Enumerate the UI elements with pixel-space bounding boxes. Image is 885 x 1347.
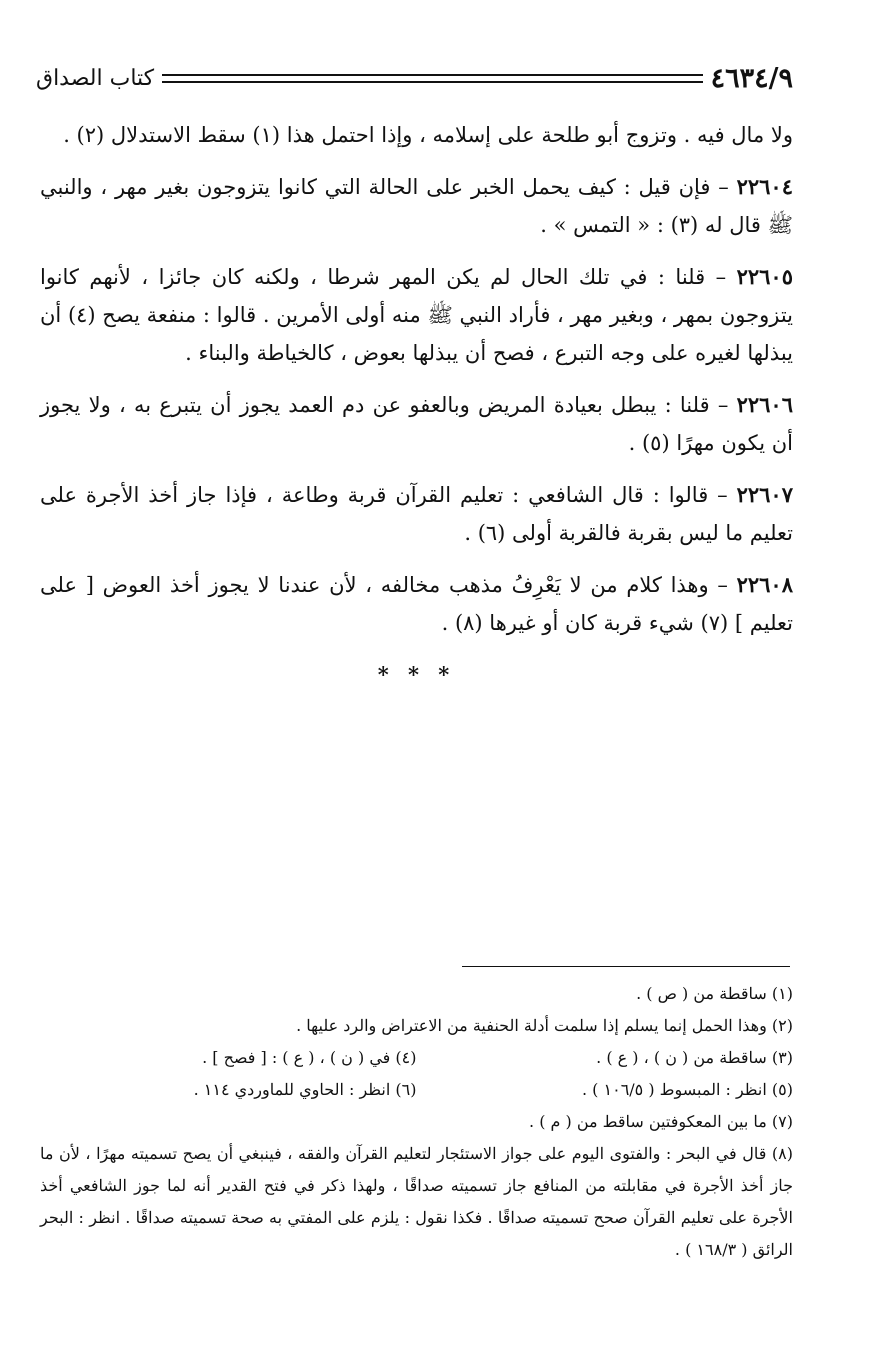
- footnote-2: (٢) وهذا الحمل إنما يسلم إذا سلمت أدلة الحنفية من الاعتراض والرد عليها .: [296, 1016, 793, 1035]
- main-text: [40, 116, 793, 694]
- footnote-8: (٨) قال في البحر : والفتوى اليوم على جواز الاستئجار لتعليم القرآن والفقه ، فينبغي أن يصح تسميته مهرًا ، لأن ما جاز أخذ الأجرة في مقابلته من المنافع جاز تسميته صداقًا ، ولهذا ذكر في فتح القدير أنه لما جوز الشافعي أخذ الأجرة على تعليم القرآن صحح تسميته صداقًا . فكذا نقول : يلزم على المفتي به صحة تسميته صداقًا . انظر : البحر الرائق ( ١٦٨/٣ ) .: [40, 1144, 793, 1259]
- paragraph-text: – وهذا كلام من لا يَعْرِفُ مذهب مخالفه ، لأن عندنا لا يجوز أخذ العوض [ على تعليم ] (٧) شيء قربة كان أو غيرها (٨) .: [40, 573, 793, 635]
- footnote-6: (٦) انظر : الحاوي للماوردي ١١٤ .: [193, 1080, 417, 1099]
- footnote-5: (٥) انظر : المبسوط ( ١٠٦/٥ ) .: [582, 1080, 793, 1099]
- footnote-4: (٤) في ( ن ) ، ( ع ) : [ فصح ] .: [202, 1048, 417, 1067]
- paragraph-22605: [40, 258, 793, 372]
- footnote-rule: [462, 966, 790, 967]
- paragraph-number: ٢٢٦٠٨: [736, 572, 793, 597]
- book-title: كتاب الصداق: [36, 65, 155, 91]
- footnotes: [40, 978, 793, 1266]
- paragraph-number: ٢٢٦٠٧: [736, 482, 793, 507]
- paragraph-text: – قالوا : قال الشافعي : تعليم القرآن قربة وطاعة ، فإذا جاز أخذ الأجرة على تعليم ما ليس بقربة فالقربة أولى (٦) .: [40, 483, 793, 545]
- paragraph-22607: [40, 476, 793, 552]
- footnote-7: (٧) ما بين المعكوفتين ساقط من ( م ) .: [529, 1112, 793, 1131]
- paragraph-number: ٢٢٦٠٥: [736, 264, 793, 289]
- paragraph-text: – فإن قيل : كيف يحمل الخبر على الحالة التي كانوا يتزوجون بغير مهر ، والنبي ﷺ قال له (٣) : « التمس » .: [40, 175, 793, 237]
- paragraph-number: ٢٢٦٠٤: [736, 174, 793, 199]
- section-separator: * * *: [377, 662, 456, 687]
- header-rule: [162, 74, 702, 83]
- paragraph-text: – قلنا : يبطل بعيادة المريض وبالعفو عن دم العمد يجوز أن يتبرع به ، ولا يجوز أن يكون مهرًا (٥) .: [40, 393, 793, 455]
- footnote-3: (٣) ساقطة من ( ن ) ، ( ع ) .: [596, 1048, 793, 1067]
- page-number: ٤٦٣٤/٩: [710, 62, 793, 94]
- paragraph-number: ٢٢٦٠٦: [736, 392, 793, 417]
- paragraph-22606: [40, 386, 793, 462]
- paragraph-text: ولا مال فيه . وتزوج أبو طلحة على إسلامه ، وإذا احتمل هذا (١) سقط الاستدلال (٢) .: [63, 123, 793, 147]
- footnote-1: (١) ساقطة من ( ص ) .: [636, 984, 793, 1003]
- footnote-row: [40, 1074, 793, 1106]
- paragraph-text: – قلنا : في تلك الحال لم يكن المهر شرطا ، ولكنه كان جائزا ، لأنهم كانوا يتزوجون بمهر ، وبغير مهر ، فأراد النبي ﷺ منه أولى الأمرين . قالوا : منفعة يصح (٤) أن يبذلها لغيره على وجه التبرع ، فصح أن يبذلها بعوض ، كالخياطة والبناء .: [40, 265, 794, 365]
- paragraph-continuation: [40, 116, 793, 154]
- paragraph-22608: [40, 566, 793, 642]
- footnote-row: [40, 1042, 793, 1074]
- running-header: [36, 58, 793, 98]
- paragraph-22604: [40, 168, 793, 244]
